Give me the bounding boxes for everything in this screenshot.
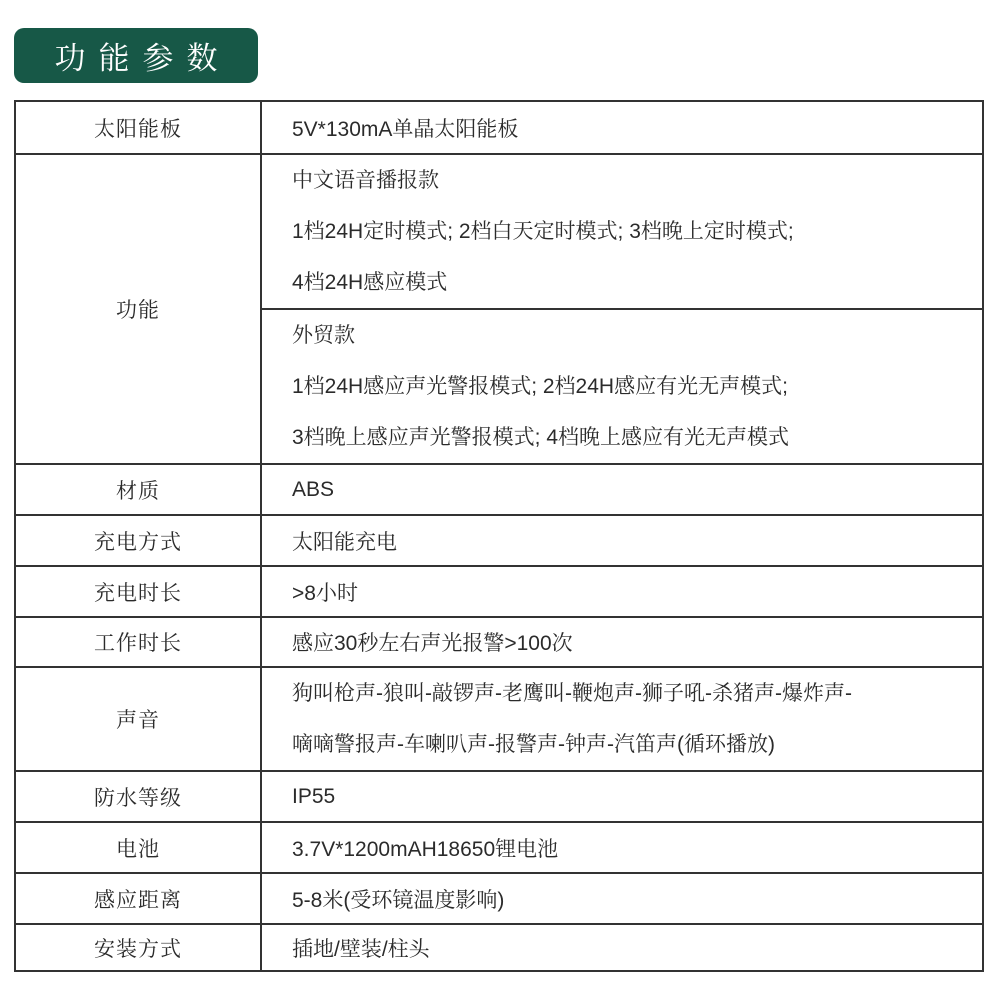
spec-label-waterproof-rating: 防水等级 bbox=[15, 771, 261, 822]
spec-value-sensing-distance: 5-8米(受环镜温度影响) bbox=[261, 873, 983, 924]
spec-value-sound bbox=[261, 667, 983, 771]
table-row bbox=[15, 617, 983, 667]
table-row bbox=[15, 873, 983, 924]
table-row bbox=[15, 464, 983, 515]
spec-value-charging-method: 太阳能充电 bbox=[261, 515, 983, 566]
sound-line: 狗叫枪声-狼叫-敲锣声-老鹰叫-鞭炮声-狮子吼-杀猪声-爆炸声- bbox=[292, 682, 852, 705]
function-line: 3档晚上感应声光警报模式; 4档晚上感应有光无声模式 bbox=[292, 426, 790, 449]
spec-value-function-export-version bbox=[261, 309, 983, 464]
function-line: 1档24H定时模式; 2档白天定时模式; 3档晚上定时模式; bbox=[292, 220, 794, 243]
function-line: 1档24H感应声光警报模式; 2档24H感应有光无声模式; bbox=[292, 375, 788, 398]
spec-value-waterproof-rating: IP55 bbox=[261, 771, 983, 822]
sound-line: 嘀嘀警报声-车喇叭声-报警声-钟声-汽笛声(循环播放) bbox=[292, 733, 775, 756]
table-row bbox=[15, 101, 983, 154]
spec-value-material: ABS bbox=[261, 464, 983, 515]
spec-label-charging-time: 充电时长 bbox=[15, 566, 261, 617]
spec-value-working-time: 感应30秒左右声光报警>100次 bbox=[261, 617, 983, 667]
spec-label-function: 功能 bbox=[15, 154, 261, 464]
spec-value-battery: 3.7V*1200mAH18650锂电池 bbox=[261, 822, 983, 873]
table-row bbox=[15, 924, 983, 971]
function-line: 外贸款 bbox=[292, 324, 355, 347]
spec-label-sensing-distance: 感应距离 bbox=[15, 873, 261, 924]
spec-label-sound: 声音 bbox=[15, 667, 261, 771]
function-line: 4档24H感应模式 bbox=[292, 271, 448, 294]
spec-label-charging-method: 充电方式 bbox=[15, 515, 261, 566]
section-title-text: 功能参数 bbox=[54, 41, 231, 76]
spec-label-solar-panel: 太阳能板 bbox=[15, 101, 261, 154]
table-row bbox=[15, 667, 983, 771]
table-row bbox=[15, 566, 983, 617]
spec-value-solar-panel: 5V*130mA单晶太阳能板 bbox=[261, 101, 983, 154]
spec-value-installation-method: 插地/壁装/柱头 bbox=[261, 924, 983, 971]
function-line: 中文语音播报款 bbox=[292, 169, 439, 192]
table-row bbox=[15, 515, 983, 566]
section-title-badge bbox=[14, 28, 258, 83]
spec-table bbox=[14, 100, 984, 972]
spec-label-working-time: 工作时长 bbox=[15, 617, 261, 667]
spec-value-function-chinese-version bbox=[261, 154, 983, 309]
table-row bbox=[15, 771, 983, 822]
spec-label-battery: 电池 bbox=[15, 822, 261, 873]
spec-label-installation-method: 安装方式 bbox=[15, 924, 261, 971]
table-row bbox=[15, 822, 983, 873]
table-row bbox=[15, 154, 983, 309]
spec-value-charging-time: >8小时 bbox=[261, 566, 983, 617]
spec-label-material: 材质 bbox=[15, 464, 261, 515]
